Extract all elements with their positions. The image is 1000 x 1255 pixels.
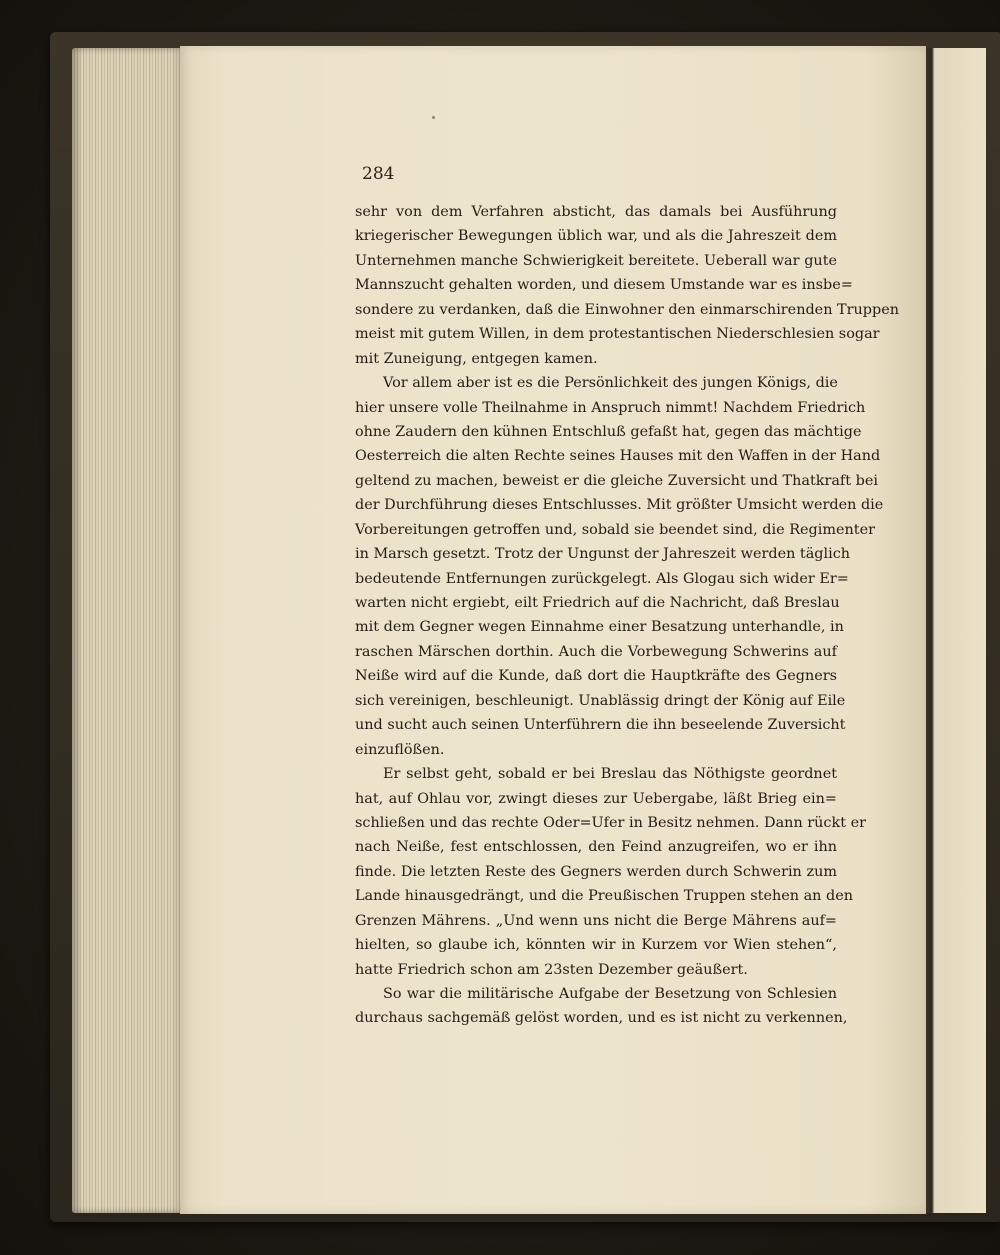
- text-line: einzuflößen.: [355, 741, 445, 758]
- text-line: finde. Die letzten Reste des Gegners werden durch Schwerin zum: [355, 863, 837, 880]
- text-line: mit Zuneigung, entgegen kamen.: [355, 350, 598, 367]
- paper-speck: [432, 116, 435, 119]
- text-line: der Durchführung dieses Entschlusses. Mit größter Umsicht werden die: [355, 497, 884, 514]
- text-line: und sucht auch seinen Unterführern die ihn beseelende Zuversicht: [355, 717, 846, 734]
- text-line: sich vereinigen, beschleunigt. Unablässig dringt der König auf Eile: [355, 692, 846, 709]
- text-line: sondere zu verdanken, daß die Einwohner den einmarschirenden Truppen: [355, 301, 899, 318]
- text-line: Mannszucht gehalten worden, und diesem Umstande war es insbe=: [355, 277, 853, 294]
- text-line: Unternehmen manche Schwierigkeit bereitete. Ueberall war gute: [355, 252, 837, 269]
- text-line: Lande hinausgedrängt, und die Preußischen Truppen stehen an den: [355, 888, 854, 905]
- body-text: [355, 200, 899, 1031]
- text-line: in Marsch gesetzt. Trotz der Ungunst der Jahreszeit werden täglich: [355, 546, 851, 563]
- text-line: bedeutende Entfernungen zurückgelegt. Als Glogau sich wider Er=: [355, 570, 849, 587]
- text-line: raschen Märschen dorthin. Auch die Vorbewegung Schwerins auf: [355, 643, 837, 660]
- text-line: geltend zu machen, beweist er die gleiche Zuversicht und Thatkraft bei: [355, 472, 878, 489]
- text-line: nach Neiße, fest entschlossen, den Feind anzugreifen, wo er ihn: [355, 839, 837, 856]
- page-edges: [72, 48, 184, 1213]
- text-line: warten nicht ergiebt, eilt Friedrich auf die Nachricht, daß Breslau: [355, 595, 840, 611]
- text-line: Grenzen Mährens. „Und wenn uns nicht die Berge Mährens auf=: [355, 912, 837, 929]
- text-line: So war die militärische Aufgabe der Besetzung von Schlesien: [383, 986, 837, 1002]
- text-line: meist mit gutem Willen, in dem protestantischen Niederschlesien sogar: [355, 326, 880, 343]
- text-line: hier unsere volle Theilnahme in Anspruch nimmt! Nachdem Friedrich: [355, 399, 866, 416]
- text-line: Oesterreich die alten Rechte seines Hauses mit den Waffen in der Hand: [355, 448, 881, 465]
- text-line: durchaus sachgemäß gelöst worden, und es ist nicht zu verkennen,: [355, 1010, 848, 1027]
- text-line: schließen und das rechte Oder=Ufer in Besitz nehmen. Dann rückt er: [355, 814, 866, 831]
- text-line: hielten, so glaube ich, könnten wir in Kurzem vor Wien stehen“,: [355, 937, 837, 954]
- text-line: Er selbst geht, sobald er bei Breslau das Nöthigste geordnet: [383, 766, 837, 783]
- text-line: hat, auf Ohlau vor, zwingt dieses zur Uebergabe, läßt Brieg ein=: [355, 790, 837, 807]
- page-number: 284: [362, 164, 395, 184]
- text-line: ohne Zaudern den kühnen Entschluß gefaßt hat, gegen das mächtige: [355, 423, 862, 440]
- text-line: Neiße wird auf die Kunde, daß dort die Hauptkräfte des Gegners: [355, 668, 837, 685]
- text-line: Vor allem aber ist es die Persönlichkeit des jungen Königs, die: [383, 375, 838, 392]
- facing-page-edge: [926, 48, 986, 1213]
- text-line: kriegerischer Bewegungen üblich war, und als die Jahreszeit dem: [355, 228, 837, 245]
- text-line: Vorbereitungen getroffen und, sobald sie beendet sind, die Regimenter: [355, 521, 875, 538]
- text-line: mit dem Gegner wegen Einnahme einer Besatzung unterhandle, in: [355, 619, 844, 636]
- text-line: hatte Friedrich schon am 23sten Dezember geäußert.: [355, 961, 748, 978]
- text-line: sehr von dem Verfahren absticht, das damals bei Ausführung: [355, 204, 837, 220]
